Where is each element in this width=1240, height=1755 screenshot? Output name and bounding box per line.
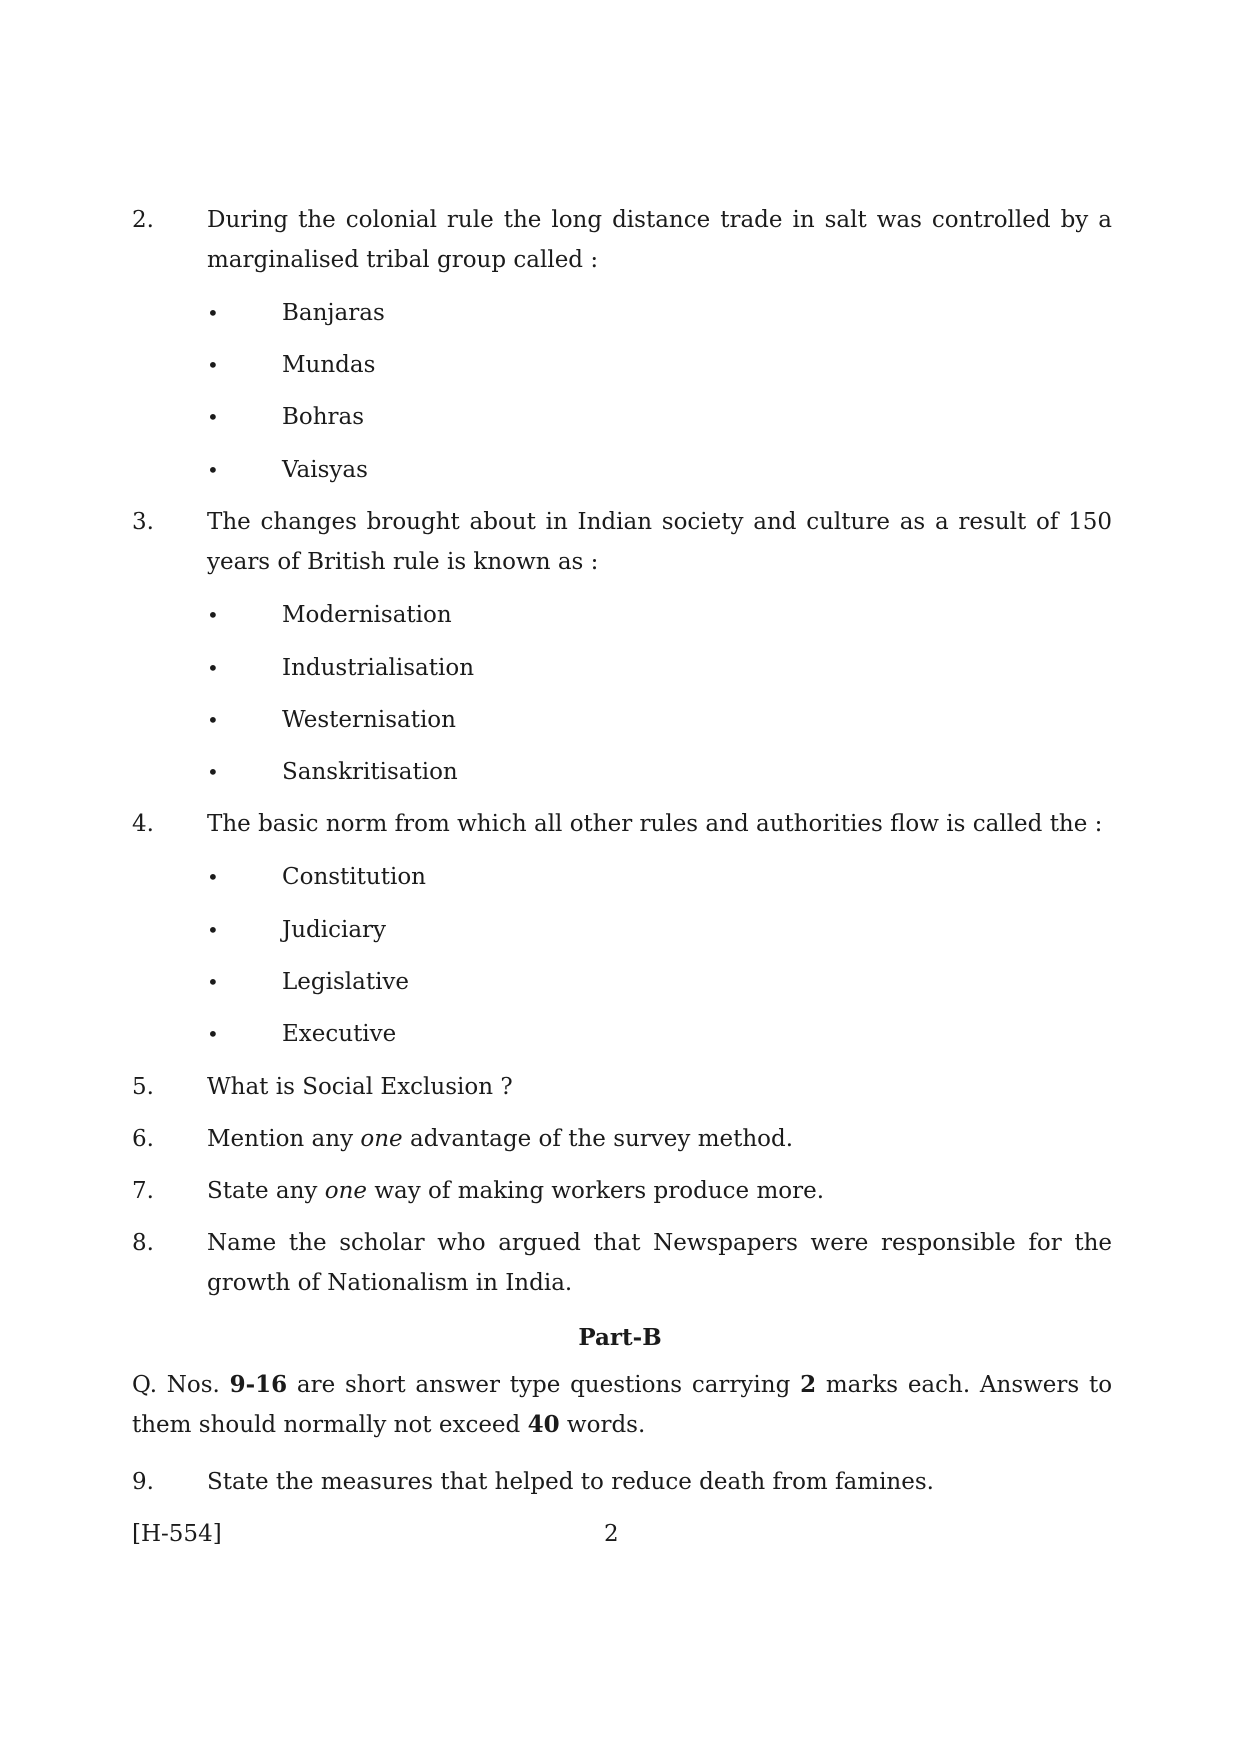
question-8 [132, 1223, 1112, 1303]
page-number: 2 [604, 1521, 619, 1547]
paper-code: [H-554] [132, 1521, 222, 1547]
instr-text: Q. Nos. [132, 1372, 220, 1398]
question-number: 2. [132, 207, 154, 233]
question-7 [132, 1171, 1112, 1211]
instr-text: words. [566, 1412, 646, 1438]
question-text: The basic norm from which all other rules and authorities flow is called the : [207, 811, 1103, 837]
option-label: Sanskritisation [282, 759, 458, 785]
question-6 [132, 1119, 1112, 1159]
question-text: What is Social Exclusion ? [207, 1074, 513, 1100]
option-label: Mundas [282, 352, 376, 378]
option-label: Westernisation [282, 707, 456, 733]
option-label: Constitution [282, 864, 426, 890]
question-3 [132, 502, 1112, 582]
bullet-icon: • [207, 353, 219, 377]
option-label: Industrialisation [282, 655, 475, 681]
option-label: Vaisyas [282, 457, 368, 483]
bullet-icon: • [207, 970, 219, 994]
question-number: 8. [132, 1230, 154, 1256]
option-label: Banjaras [282, 300, 385, 326]
question-9 [132, 1462, 1112, 1502]
emphasis-text: one [324, 1178, 367, 1204]
bullet-icon: • [207, 656, 219, 680]
bullet-icon: • [207, 405, 219, 429]
part-b-heading: Part-B [578, 1324, 662, 1351]
emphasis-text: one [360, 1126, 403, 1152]
option-label: Judiciary [282, 917, 387, 943]
instr-text: are short answer type questions carrying [296, 1372, 791, 1398]
instr-text: marks each. Answers to them should normally not exceed [132, 1372, 1113, 1438]
bullet-icon: • [207, 918, 219, 942]
question-text-end: way of making workers produce more. [374, 1178, 825, 1204]
question-number: 5. [132, 1074, 154, 1100]
question-text: During the colonial rule the long distance trade in salt was controlled by a marginalised tribal group called : [207, 207, 1112, 273]
question-text: State the measures that helped to reduce death from famines. [207, 1469, 934, 1495]
word-limit-value: 40 [527, 1411, 560, 1438]
question-5 [132, 1067, 1112, 1107]
question-text-start: State any [207, 1178, 318, 1204]
question-number: 4. [132, 811, 154, 837]
question-number: 7. [132, 1178, 154, 1204]
bullet-icon: • [207, 865, 219, 889]
option-label: Executive [282, 1021, 397, 1047]
question-number: 9. [132, 1469, 154, 1495]
question-text [207, 1171, 1112, 1211]
part-b-instructions [132, 1365, 1112, 1445]
question-text [207, 1119, 1112, 1159]
question-text: Name the scholar who argued that Newspapers were responsible for the growth of Nationalism in India. [207, 1230, 1112, 1296]
question-text: The changes brought about in Indian society and culture as a result of 150 years of British rule is known as : [207, 509, 1112, 575]
question-text-end: advantage of the survey method. [409, 1126, 794, 1152]
bullet-icon: • [207, 603, 219, 627]
bullet-icon: • [207, 458, 219, 482]
question-text-start: Mention any [207, 1126, 354, 1152]
question-4 [132, 804, 1112, 844]
bullet-icon: • [207, 760, 219, 784]
option-label: Legislative [282, 969, 410, 995]
bullet-icon: • [207, 708, 219, 732]
question-range: 9-16 [229, 1371, 288, 1398]
bullet-icon: • [207, 301, 219, 325]
marks-value: 2 [800, 1371, 817, 1398]
option-label: Modernisation [282, 602, 452, 628]
bullet-icon: • [207, 1022, 219, 1046]
question-number: 6. [132, 1126, 154, 1152]
option-label: Bohras [282, 404, 365, 430]
question-2 [132, 200, 1112, 280]
question-number: 3. [132, 509, 154, 535]
